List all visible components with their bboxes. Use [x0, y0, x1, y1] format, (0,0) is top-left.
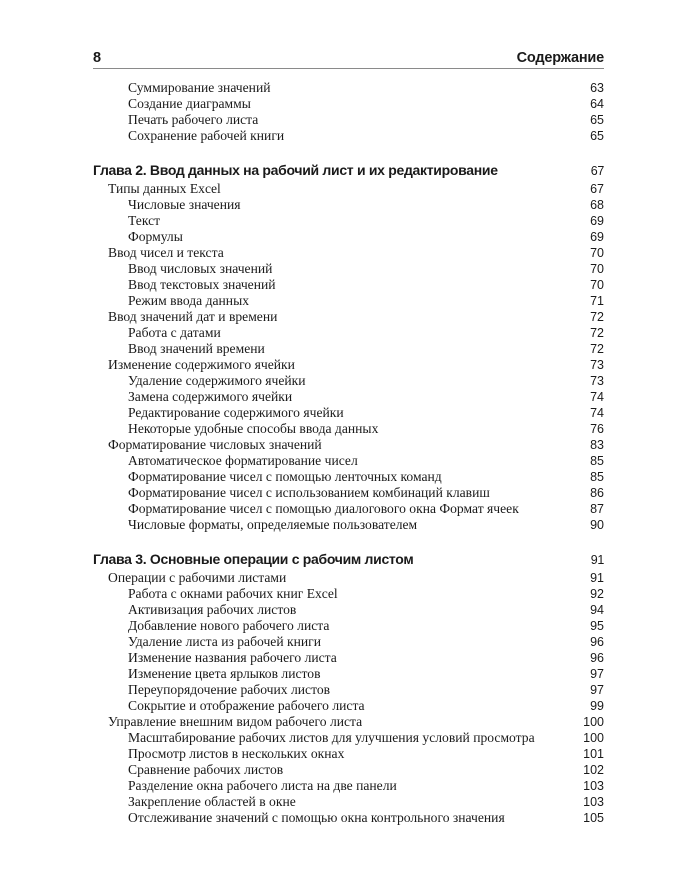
toc-entry-page: 69	[590, 230, 604, 244]
document-page	[93, 46, 604, 826]
toc-entry-page: 101	[583, 747, 604, 761]
toc-subsection-entry	[93, 197, 604, 213]
toc-subsection-entry	[93, 293, 604, 309]
toc-entry-page: 70	[590, 246, 604, 260]
toc-subsection-entry	[93, 517, 604, 533]
section-title: Содержание	[516, 50, 604, 66]
toc-entry-page: 72	[590, 310, 604, 324]
toc-subsection-entry	[93, 762, 604, 778]
toc-entry-title: Операции с рабочими листами	[108, 570, 287, 585]
toc-subsection-entry	[93, 682, 604, 698]
toc-subsection-entry	[93, 794, 604, 810]
toc-entry-title: Ввод чисел и текста	[108, 245, 224, 260]
toc-section-entry	[93, 181, 604, 197]
toc-subsection-entry	[93, 650, 604, 666]
toc-subsection-entry	[93, 112, 604, 128]
toc-entry-page: 90	[590, 518, 604, 532]
toc-entry-page: 83	[590, 438, 604, 452]
toc-entry-title: Изменение цвета ярлыков листов	[128, 666, 321, 681]
table-of-contents	[93, 80, 604, 826]
toc-section-entry	[93, 437, 604, 453]
toc-section-entry	[93, 570, 604, 586]
toc-chapter-entry	[93, 160, 604, 180]
toc-entry-title: Форматирование чисел с помощью диалогового окна Формат ячеек	[128, 501, 519, 516]
toc-entry-page: 95	[590, 619, 604, 633]
toc-entry-title: Удаление содержимого ячейки	[128, 373, 306, 388]
toc-subsection-entry	[93, 80, 604, 96]
toc-entry-page: 72	[590, 342, 604, 356]
toc-entry-page: 76	[590, 422, 604, 436]
toc-entry-title: Закрепление областей в окне	[128, 794, 296, 809]
toc-entry-page: 74	[590, 406, 604, 420]
toc-entry-title: Форматирование числовых значений	[108, 437, 322, 452]
toc-section-entry	[93, 245, 604, 261]
toc-entry-page: 63	[590, 81, 604, 95]
toc-entry-page: 73	[590, 358, 604, 372]
toc-entry-title: Просмотр листов в нескольких окнах	[128, 746, 345, 761]
page-number: 8	[93, 50, 101, 66]
toc-entry-page: 87	[590, 502, 604, 516]
toc-entry-title: Сокрытие и отображение рабочего листа	[128, 698, 365, 713]
toc-entry-title: Текст	[128, 213, 161, 228]
toc-entry-page: 92	[590, 587, 604, 601]
toc-subsection-entry	[93, 213, 604, 229]
toc-entry-title: Форматирование чисел с помощью ленточных команд	[128, 469, 442, 484]
toc-entry-page: 97	[590, 683, 604, 697]
toc-subsection-entry	[93, 746, 604, 762]
toc-entry-page: 64	[590, 97, 604, 111]
toc-entry-page: 94	[590, 603, 604, 617]
toc-entry-title: Формулы	[128, 229, 183, 244]
toc-entry-title: Режим ввода данных	[128, 293, 250, 308]
toc-entry-title: Ввод текстовых значений	[128, 277, 276, 292]
toc-entry-title: Глава 3. Основные операции с рабочим листом	[93, 551, 414, 567]
toc-entry-page: 70	[590, 278, 604, 292]
toc-subsection-entry	[93, 698, 604, 714]
toc-subsection-entry	[93, 229, 604, 245]
toc-entry-title: Переупорядочение рабочих листов	[128, 682, 331, 697]
toc-subsection-entry	[93, 618, 604, 634]
toc-entry-title: Редактирование содержимого ячейки	[128, 405, 344, 420]
toc-entry-page: 71	[590, 294, 604, 308]
toc-subsection-entry	[93, 405, 604, 421]
running-header	[93, 46, 604, 69]
toc-entry-page: 85	[590, 470, 604, 484]
toc-subsection-entry	[93, 666, 604, 682]
toc-entry-page: 102	[583, 763, 604, 777]
toc-entry-page: 65	[590, 129, 604, 143]
toc-subsection-entry	[93, 810, 604, 826]
toc-entry-page: 72	[590, 326, 604, 340]
toc-entry-page: 100	[583, 731, 604, 745]
toc-subsection-entry	[93, 501, 604, 517]
toc-entry-title: Ввод числовых значений	[128, 261, 273, 276]
toc-entry-title: Создание диаграммы	[128, 96, 251, 111]
toc-subsection-entry	[93, 96, 604, 112]
toc-subsection-entry	[93, 325, 604, 341]
toc-subsection-entry	[93, 453, 604, 469]
toc-entry-page: 85	[590, 454, 604, 468]
toc-section-entry	[93, 357, 604, 373]
toc-subsection-entry	[93, 485, 604, 501]
toc-entry-title: Масштабирование рабочих листов для улучшения условий просмотра	[128, 730, 535, 745]
toc-entry-title: Суммирование значений	[128, 80, 271, 95]
toc-entry-page: 67	[590, 164, 604, 178]
toc-entry-page: 68	[590, 198, 604, 212]
toc-entry-title: Числовые форматы, определяемые пользователем	[128, 517, 418, 532]
toc-entry-title: Добавление нового рабочего листа	[128, 618, 330, 633]
toc-entry-title: Типы данных Excel	[108, 181, 221, 196]
toc-subsection-entry	[93, 389, 604, 405]
toc-subsection-entry	[93, 261, 604, 277]
toc-entry-page: 70	[590, 262, 604, 276]
toc-entry-title: Отслеживание значений с помощью окна контрольного значения	[128, 810, 505, 825]
toc-entry-page: 69	[590, 214, 604, 228]
toc-entry-title: Ввод значений дат и времени	[108, 309, 278, 324]
toc-entry-title: Глава 2. Ввод данных на рабочий лист и их редактирование	[93, 162, 498, 178]
toc-entry-title: Печать рабочего листа	[128, 112, 259, 127]
toc-entry-page: 100	[583, 715, 604, 729]
toc-entry-title: Сохранение рабочей книги	[128, 128, 285, 143]
toc-entry-title: Изменение содержимого ячейки	[108, 357, 295, 372]
toc-entry-page: 86	[590, 486, 604, 500]
toc-subsection-entry	[93, 421, 604, 437]
toc-entry-page: 67	[590, 182, 604, 196]
toc-entry-title: Управление внешним видом рабочего листа	[108, 714, 363, 729]
toc-entry-page: 103	[583, 795, 604, 809]
toc-entry-page: 74	[590, 390, 604, 404]
toc-entry-page: 96	[590, 651, 604, 665]
toc-entry-title: Некоторые удобные способы ввода данных	[128, 421, 379, 436]
toc-entry-title: Числовые значения	[128, 197, 241, 212]
toc-section-entry	[93, 714, 604, 730]
toc-entry-title: Форматирование чисел с использованием комбинаций клавиш	[128, 485, 490, 500]
toc-entry-page: 91	[590, 571, 604, 585]
toc-entry-page: 96	[590, 635, 604, 649]
toc-subsection-entry	[93, 277, 604, 293]
toc-subsection-entry	[93, 586, 604, 602]
toc-entry-title: Удаление листа из рабочей книги	[128, 634, 321, 649]
toc-entry-title: Работа с датами	[128, 325, 221, 340]
toc-entry-title: Сравнение рабочих листов	[128, 762, 284, 777]
toc-entry-title: Замена содержимого ячейки	[128, 389, 293, 404]
toc-entry-page: 73	[590, 374, 604, 388]
toc-entry-title: Изменение названия рабочего листа	[128, 650, 337, 665]
toc-subsection-entry	[93, 634, 604, 650]
toc-entry-page: 99	[590, 699, 604, 713]
toc-subsection-entry	[93, 778, 604, 794]
toc-entry-page: 91	[590, 553, 604, 567]
toc-subsection-entry	[93, 602, 604, 618]
toc-subsection-entry	[93, 730, 604, 746]
toc-subsection-entry	[93, 341, 604, 357]
toc-entry-title: Ввод значений времени	[128, 341, 265, 356]
toc-section-entry	[93, 309, 604, 325]
toc-entry-page: 103	[583, 779, 604, 793]
toc-entry-title: Активизация рабочих листов	[128, 602, 297, 617]
toc-entry-title: Разделение окна рабочего листа на две панели	[128, 778, 397, 793]
toc-chapter-entry	[93, 549, 604, 569]
toc-entry-page: 65	[590, 113, 604, 127]
toc-entry-page: 105	[583, 811, 604, 825]
toc-subsection-entry	[93, 128, 604, 144]
toc-subsection-entry	[93, 373, 604, 389]
toc-entry-title: Автоматическое форматирование чисел	[128, 453, 358, 468]
toc-entry-title: Работа с окнами рабочих книг Excel	[128, 586, 338, 601]
toc-entry-page: 97	[590, 667, 604, 681]
toc-subsection-entry	[93, 469, 604, 485]
